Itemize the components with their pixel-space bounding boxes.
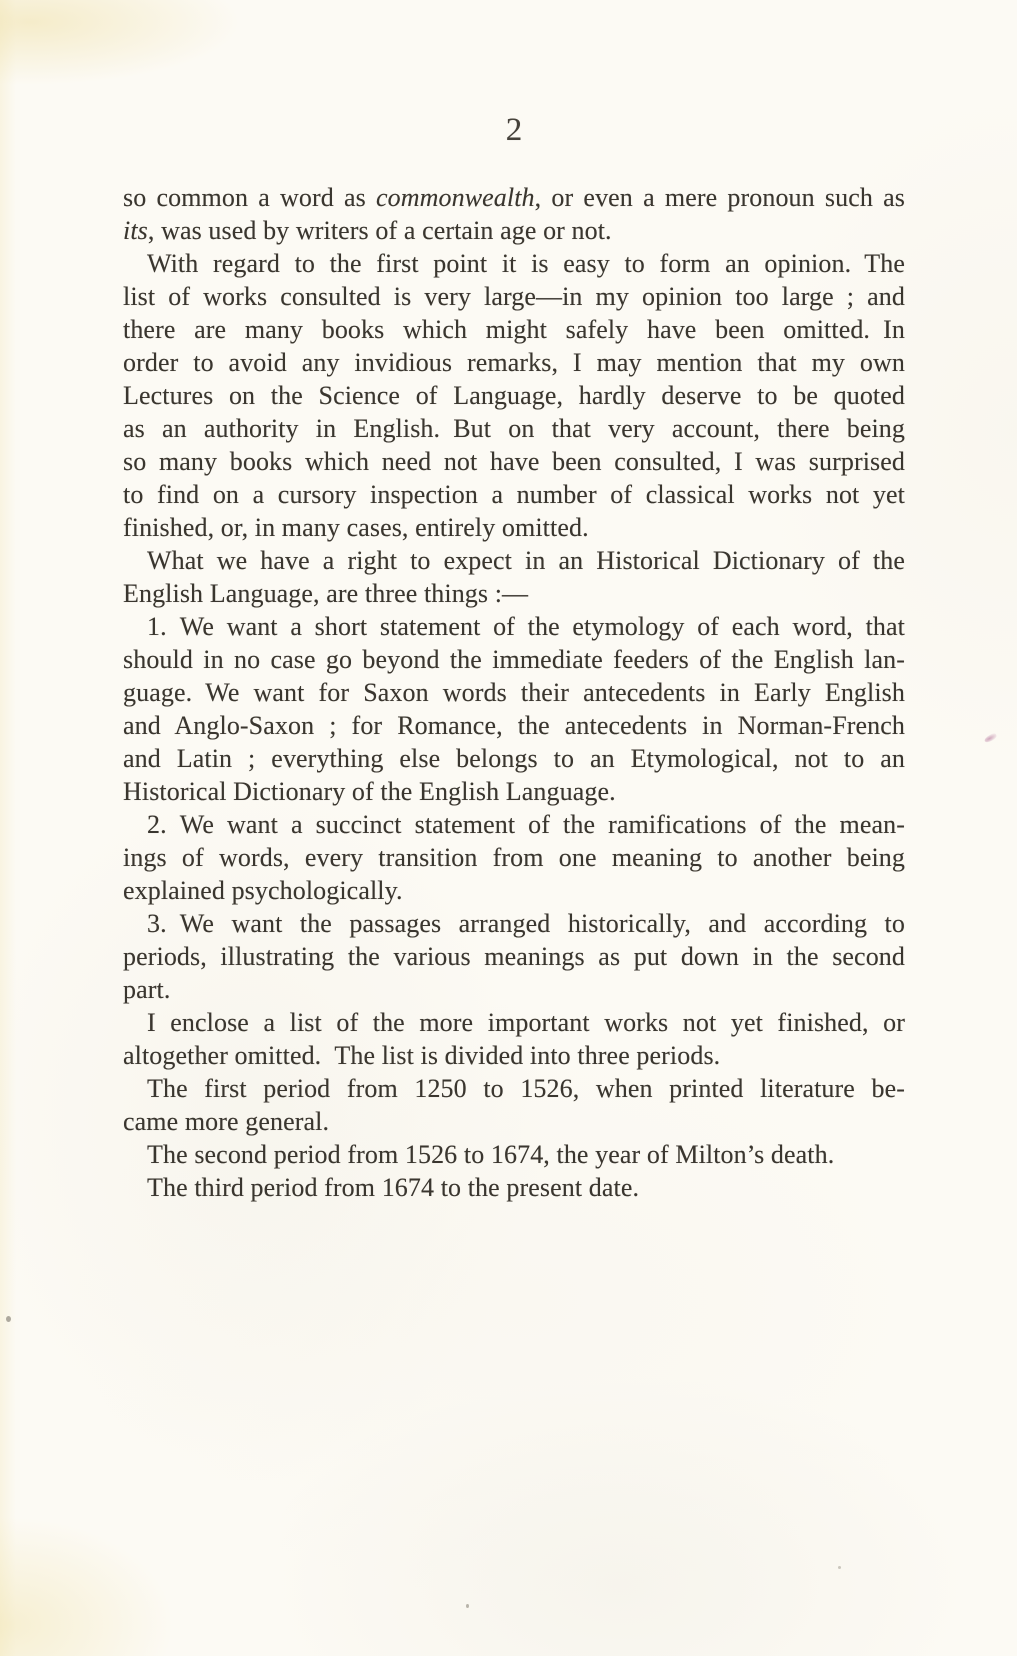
text-run: The first period from 1250 to 1526, when printed literature be- bbox=[147, 1074, 905, 1103]
text-run: I enclose a list of the more important works not yet finished, or bbox=[147, 1008, 905, 1037]
text-run: should in no case go beyond the immediate feeders of the English lan- bbox=[123, 645, 905, 674]
text-run: so many books which need not have been consulted, I was surprised bbox=[123, 447, 905, 476]
text-line bbox=[123, 676, 905, 709]
text-line bbox=[123, 511, 905, 544]
text-line bbox=[123, 709, 905, 742]
text-line bbox=[123, 610, 905, 643]
text-line bbox=[123, 412, 905, 445]
text-line bbox=[123, 874, 905, 907]
paragraph bbox=[123, 1006, 905, 1072]
text-run: 3. We want the passages arranged historically, and according to bbox=[147, 909, 905, 938]
text-run: so common a word as bbox=[123, 183, 377, 212]
text-run: 1. We want a short statement of the etymology of each word, that bbox=[147, 612, 905, 641]
text-run: Lectures on the Science of Language, hardly deserve to be quoted bbox=[123, 381, 905, 410]
paragraph bbox=[123, 1072, 905, 1138]
text-run: ings of words, every transition from one meaning to another being bbox=[123, 843, 905, 872]
text-line bbox=[123, 643, 905, 676]
paragraph bbox=[123, 247, 905, 544]
text-run: guage. We want for Saxon words their antecedents in Early English bbox=[123, 678, 905, 707]
text-run: Historical Dictionary of the English Language. bbox=[123, 777, 616, 806]
text-line bbox=[123, 1105, 905, 1138]
text-line bbox=[123, 478, 905, 511]
text-run: With regard to the first point it is easy to form an opinion. The bbox=[147, 249, 905, 278]
text-line bbox=[123, 775, 905, 808]
page-number: 2 bbox=[505, 112, 523, 148]
text-line bbox=[123, 808, 905, 841]
text-run: English Language, are three things :— bbox=[123, 579, 529, 608]
text-run: and Latin ; everything else belongs to an Etymological, not to an bbox=[123, 744, 905, 773]
text-line bbox=[123, 907, 905, 940]
ink-fleck bbox=[983, 732, 997, 743]
paragraph bbox=[123, 544, 905, 610]
paragraph bbox=[123, 610, 905, 808]
text-line bbox=[123, 841, 905, 874]
italic-text-run: commonwealth bbox=[376, 183, 535, 212]
text-run: list of works consulted is very large—in my opinion too large ; and bbox=[123, 282, 905, 311]
text-run: explained psychologically. bbox=[123, 876, 403, 905]
text-run: , or even a mere pronoun such as bbox=[534, 183, 905, 212]
paragraph bbox=[123, 181, 905, 247]
text-run: order to avoid any invidious remarks, I may mention that my own bbox=[123, 348, 905, 377]
text-line bbox=[123, 1171, 905, 1204]
text-line bbox=[123, 940, 905, 973]
text-line bbox=[123, 247, 905, 280]
text-line bbox=[123, 280, 905, 313]
text-run: The third period from 1674 to the present date. bbox=[147, 1173, 640, 1202]
dust-speck bbox=[466, 1604, 469, 1608]
text-run: there are many books which might safely have been omitted. In bbox=[123, 315, 905, 344]
text-line bbox=[123, 577, 905, 610]
text-line bbox=[123, 379, 905, 412]
text-run: came more general. bbox=[123, 1107, 330, 1136]
paragraph bbox=[123, 1171, 905, 1204]
text-line bbox=[123, 214, 905, 247]
dust-speck bbox=[838, 1566, 841, 1569]
text-run: periods, illustrating the various meanings as put down in the second bbox=[123, 942, 905, 971]
text-line bbox=[123, 346, 905, 379]
text-line bbox=[123, 973, 905, 1006]
text-line bbox=[123, 1072, 905, 1105]
text-run: , was used by writers of a certain age or not. bbox=[147, 216, 612, 245]
text-run: 2. We want a succinct statement of the ramifications of the mean- bbox=[147, 810, 905, 839]
text-run: The second period from 1526 to 1674, the year of Milton’s death. bbox=[147, 1140, 835, 1169]
text-line bbox=[123, 313, 905, 346]
text-line bbox=[123, 1138, 905, 1171]
text-line bbox=[123, 181, 905, 214]
text-line bbox=[123, 445, 905, 478]
paragraph bbox=[123, 808, 905, 907]
text-run: to find on a cursory inspection a number of classical works not yet bbox=[123, 480, 905, 509]
text-run: What we have a right to expect in an Historical Dictionary of the bbox=[147, 546, 905, 575]
text-line bbox=[123, 1039, 905, 1072]
italic-text-run: its bbox=[123, 216, 148, 245]
text-run: part. bbox=[123, 975, 171, 1004]
text-run: as an authority in English. But on that very account, there being bbox=[123, 414, 905, 443]
dust-speck bbox=[6, 1316, 11, 1322]
text-run: and Anglo-Saxon ; for Romance, the antecedents in Norman-French bbox=[123, 711, 905, 740]
paragraph bbox=[123, 907, 905, 1006]
page-body-text bbox=[123, 181, 905, 1204]
text-line bbox=[123, 1006, 905, 1039]
text-line bbox=[123, 544, 905, 577]
text-run: altogether omitted. The list is divided into three periods. bbox=[123, 1041, 721, 1070]
paragraph bbox=[123, 1138, 905, 1171]
text-run: finished, or, in many cases, entirely omitted. bbox=[123, 513, 589, 542]
text-line bbox=[123, 742, 905, 775]
